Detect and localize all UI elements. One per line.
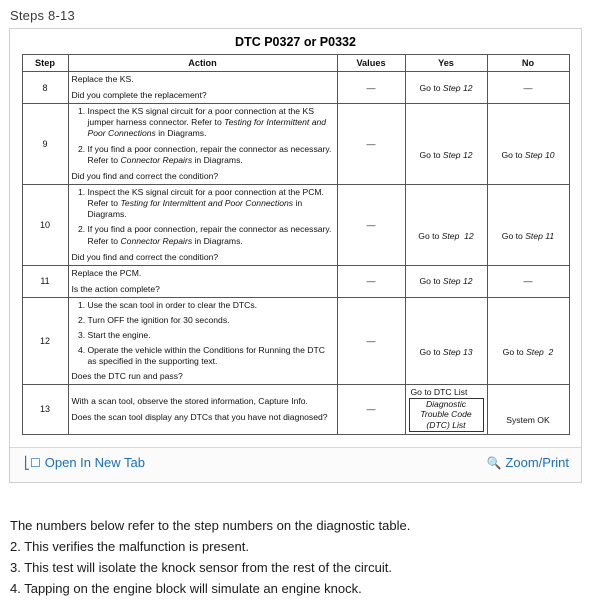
- cell-yes: [405, 72, 487, 104]
- cell-action: [68, 297, 337, 384]
- substep-item: 1. Use the scan tool in order to clear the DTCs.: [88, 300, 334, 311]
- action-lead: Replace the KS.: [71, 74, 134, 84]
- document-title: DTC P0327 or P0332: [235, 35, 356, 49]
- new-tab-icon: ⎣☐: [24, 456, 41, 470]
- substep-item: 1. Inspect the KS signal circuit for a poor connection at the KS jumper harness connector. Refer to Testing for Intermittent and Poor Connections in Diagrams.: [88, 106, 334, 140]
- table-row: [22, 265, 569, 297]
- cell-no: [487, 297, 569, 384]
- substep-item: 1. Inspect the KS signal circuit for a poor connection at the PCM. Refer to Testing for Intermittent and Poor Connections in Diagrams.: [88, 187, 334, 221]
- cell-yes: [405, 265, 487, 297]
- cell-no: —: [487, 265, 569, 297]
- col-header-no: No: [487, 55, 569, 72]
- col-header-values: Values: [337, 55, 405, 72]
- cell-values: —: [337, 72, 405, 104]
- substep-item: 2. If you find a poor connection, repair the connector as necessary. Refer to Connector Repairs in Diagrams.: [88, 144, 334, 166]
- action-question: Did you find and correct the condition?: [71, 251, 219, 262]
- cell-step: 12: [22, 297, 68, 384]
- action-substeps: [72, 300, 334, 368]
- substep-item: 3. Start the engine.: [88, 330, 334, 341]
- notes-intro: The numbers below refer to the step numbers on the diagnostic table.: [10, 518, 411, 533]
- magnifier-icon: 🔍: [486, 456, 502, 470]
- cell-values: —: [337, 265, 405, 297]
- table-row: [22, 384, 569, 434]
- action-question: Did you complete the replacement?: [71, 90, 207, 100]
- yes-text: Go to Step 12: [419, 82, 473, 93]
- cell-no: —: [487, 72, 569, 104]
- cell-step: 9: [22, 104, 68, 185]
- action-question: Did you find and correct the condition?: [71, 170, 219, 181]
- no-text: System OK: [506, 415, 550, 426]
- table-row: [22, 72, 569, 104]
- action-lead: Replace the PCM.: [71, 267, 142, 278]
- cell-action: [68, 265, 337, 297]
- cell-yes: [405, 184, 487, 265]
- cell-values: —: [337, 297, 405, 384]
- cell-step: 8: [22, 72, 68, 104]
- notes-section: [10, 515, 590, 599]
- note-item: 4. Tapping on the engine block will simulate an engine knock.: [10, 581, 362, 597]
- zoom-print-label: Zoom/Print: [505, 455, 569, 470]
- action-lead: With a scan tool, observe the stored information, Capture Info.: [71, 395, 308, 406]
- cell-yes: [405, 104, 487, 185]
- cell-action: [68, 72, 337, 104]
- no-text: Go to Step 10: [501, 149, 555, 160]
- cell-action: [68, 384, 337, 434]
- table-header: [22, 55, 569, 72]
- cell-action: [68, 104, 337, 185]
- cell-no: [487, 384, 569, 434]
- substep-item: 4. Operate the vehicle within the Conditions for Running the DTC as specified in the supporting text.: [88, 345, 334, 367]
- yes-boxed-reference: Diagnostic Trouble Code (DTC) List: [409, 398, 484, 432]
- substep-item: 2. If you find a poor connection, repair the connector as necessary. Refer to Connector Repairs in Diagrams.: [88, 224, 334, 246]
- action-question: Does the DTC run and pass?: [71, 370, 183, 381]
- action-question: Does the scan tool display any DTCs that you have not diagnosed?: [71, 411, 328, 422]
- action-question: Is the action complete?: [71, 283, 160, 294]
- panel-footer: [10, 447, 581, 482]
- cell-values: —: [337, 184, 405, 265]
- col-header-yes: Yes: [405, 55, 487, 72]
- cell-action: [68, 184, 337, 265]
- cell-yes: [405, 384, 487, 434]
- note-item: 2. This verifies the malfunction is present.: [10, 539, 249, 555]
- yes-text: Go to DTC List: [410, 386, 468, 397]
- open-in-new-tab-button[interactable]: [24, 455, 145, 470]
- cell-step: 13: [22, 384, 68, 434]
- document-panel: [9, 28, 582, 483]
- yes-text: Go to Step 13: [419, 346, 473, 357]
- cell-step: 11: [22, 265, 68, 297]
- col-header-step: Step: [22, 55, 68, 72]
- action-substeps: [72, 187, 334, 247]
- steps-heading: Steps 8-13: [10, 8, 75, 23]
- cell-yes: [405, 297, 487, 384]
- table-header-row: [22, 55, 569, 72]
- yes-text: Go to Step 12: [418, 230, 474, 241]
- open-in-new-tab-label: Open In New Tab: [44, 455, 145, 470]
- zoom-print-button[interactable]: [486, 455, 569, 470]
- substep-item: 2. Turn OFF the ignition for 30 seconds.: [88, 315, 334, 326]
- cell-no: [487, 184, 569, 265]
- cell-no: [487, 104, 569, 185]
- no-text: Go to Step 11: [501, 230, 555, 241]
- no-text: Go to Step 2: [502, 346, 554, 357]
- table-row: [22, 297, 569, 384]
- table-row: [22, 184, 569, 265]
- note-item: 3. This test will isolate the knock sensor from the rest of the circuit.: [10, 560, 392, 576]
- table-row: [22, 104, 569, 185]
- cell-values: —: [337, 384, 405, 434]
- cell-values: —: [337, 104, 405, 185]
- diagnostic-table: [22, 54, 570, 435]
- table-body: [22, 72, 569, 435]
- cell-step: 10: [22, 184, 68, 265]
- col-header-action: Action: [68, 55, 337, 72]
- yes-text: Go to Step 12: [419, 149, 473, 160]
- action-substeps: [72, 106, 334, 166]
- yes-text: Go to Step 12: [419, 276, 473, 287]
